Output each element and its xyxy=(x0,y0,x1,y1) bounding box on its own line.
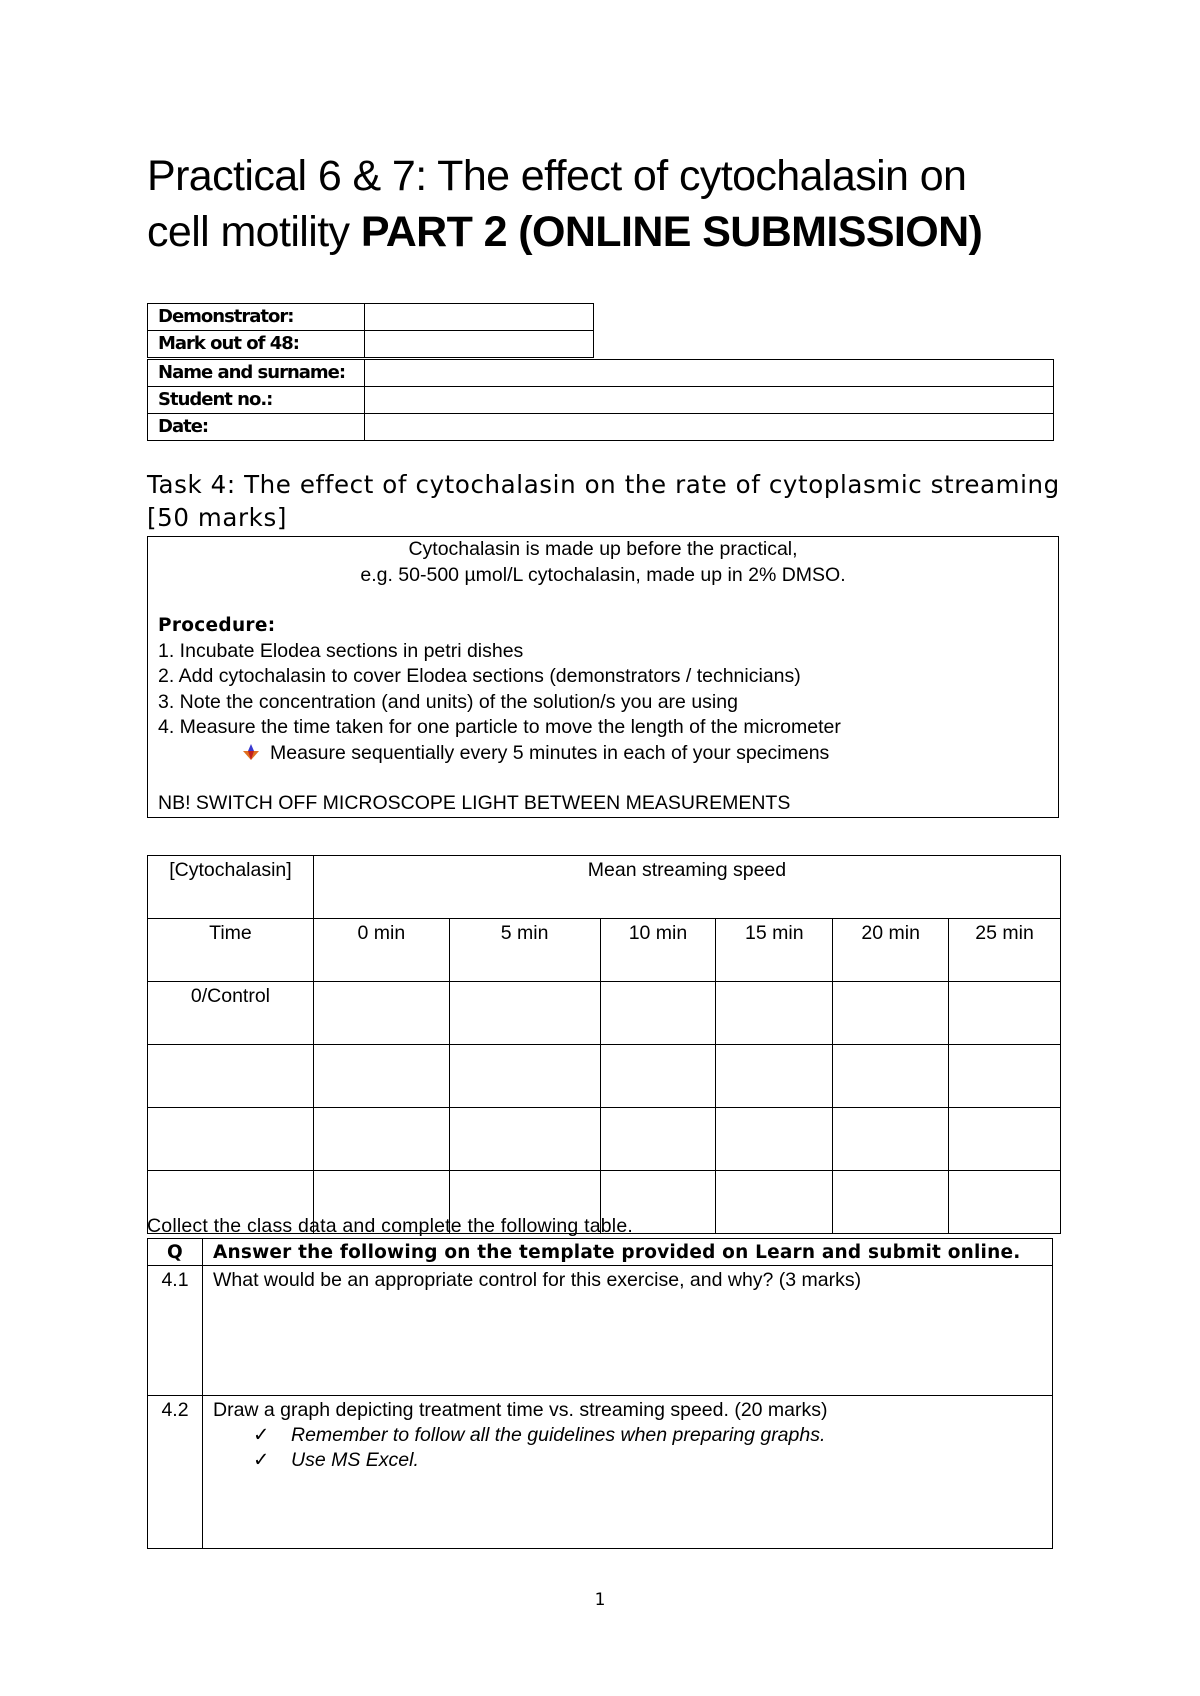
questions-table xyxy=(147,1238,1053,1549)
time-header: 0 min xyxy=(313,919,449,982)
page-number: 1 xyxy=(594,1590,606,1610)
data-cell[interactable] xyxy=(600,982,716,1045)
title-line-2 xyxy=(147,204,1087,260)
data-cell[interactable] xyxy=(600,1108,716,1171)
time-header: 10 min xyxy=(600,919,716,982)
data-cell[interactable] xyxy=(716,1045,833,1108)
info-table-demonstrator xyxy=(147,303,594,358)
mark-field[interactable] xyxy=(365,331,594,358)
table-header-row xyxy=(148,856,1061,919)
info-row-demonstrator xyxy=(148,304,594,331)
data-cell[interactable] xyxy=(833,1171,949,1234)
data-cell[interactable] xyxy=(949,982,1061,1045)
mark-label: Mark out of 48: xyxy=(148,331,365,358)
info-row-student-no xyxy=(148,387,1054,414)
intro-line-2: e.g. 50-500 µmol/L cytochalasin, made up in 2% DMSO. xyxy=(360,563,846,586)
questions-header-row xyxy=(148,1239,1053,1266)
date-label: Date: xyxy=(148,414,365,441)
arrow-bullet-icon xyxy=(242,743,260,761)
checkmark-icon: ✓ xyxy=(253,1449,270,1471)
data-cell[interactable] xyxy=(449,1045,600,1108)
concentration-cell[interactable] xyxy=(148,1045,314,1108)
time-header: 20 min xyxy=(833,919,949,982)
data-cell[interactable] xyxy=(313,982,449,1045)
title-part-label: PART 2 xyxy=(360,208,507,256)
title-line-1: Practical 6 & 7: The effect of cytochalasin on xyxy=(147,152,967,200)
question-1-text: What would be an appropriate control for this exercise, and why? (3 marks) xyxy=(213,1269,862,1291)
data-cell[interactable] xyxy=(949,1171,1061,1234)
data-cell[interactable] xyxy=(313,1108,449,1171)
concentration-cell[interactable] xyxy=(148,1108,314,1171)
instruction-header: Answer the following on the template provided on Learn and submit online. xyxy=(203,1239,1053,1266)
info-row-name xyxy=(148,360,1054,387)
name-label: Name and surname: xyxy=(148,360,365,387)
cytochalasin-header: [Cytochalasin] xyxy=(148,856,314,919)
demonstrator-label: Demonstrator: xyxy=(148,304,365,331)
procedure-step: 3. Note the concentration (and units) of the solution/s you are using xyxy=(158,690,738,713)
info-row-mark xyxy=(148,331,594,358)
data-cell[interactable] xyxy=(313,1045,449,1108)
question-row xyxy=(148,1266,1053,1396)
demonstrator-field[interactable] xyxy=(365,304,594,331)
title-plain-part: cell motility xyxy=(147,208,361,256)
spacer xyxy=(158,766,1048,791)
name-field[interactable] xyxy=(365,360,1054,387)
info-row-date xyxy=(148,414,1054,441)
time-label: Time xyxy=(148,919,314,982)
procedure-substep xyxy=(158,741,1048,767)
data-cell[interactable] xyxy=(716,982,833,1045)
question-text xyxy=(203,1396,1053,1549)
question-row xyxy=(148,1396,1053,1549)
table-row xyxy=(148,1045,1061,1108)
substep-text: Measure sequentially every 5 minutes in each of your specimens xyxy=(270,741,830,764)
table-row xyxy=(148,982,1061,1045)
data-cell[interactable] xyxy=(949,1045,1061,1108)
procedure-note: NB! SWITCH OFF MICROSCOPE LIGHT BETWEEN MEASUREMENTS xyxy=(158,792,791,814)
data-cell[interactable] xyxy=(833,982,949,1045)
data-cell[interactable] xyxy=(449,982,600,1045)
task-heading: Task 4: The effect of cytochalasin on the rate of cytoplasmic streaming [50 marks] xyxy=(147,470,1060,532)
checkmark-icon: ✓ xyxy=(253,1424,270,1446)
question-text xyxy=(203,1266,1053,1396)
checklist-text: Remember to follow all the guidelines when preparing graphs. xyxy=(291,1424,826,1446)
time-row xyxy=(148,919,1061,982)
mean-speed-header: Mean streaming speed xyxy=(313,856,1060,919)
table-caption: Collect the class data and complete the following table. xyxy=(147,1215,633,1237)
info-table-student xyxy=(147,359,1054,441)
table-row xyxy=(148,1108,1061,1171)
intro-line-1: Cytochalasin is made up before the practical, xyxy=(408,538,798,560)
procedure-step: 2. Add cytochalasin to cover Elodea sections (demonstrators / technicians) xyxy=(158,665,801,687)
data-cell[interactable] xyxy=(833,1045,949,1108)
question-number: 4.1 xyxy=(148,1266,203,1396)
data-cell[interactable] xyxy=(449,1108,600,1171)
title-submission-label: (ONLINE SUBMISSION) xyxy=(506,208,983,256)
checklist-item xyxy=(213,1448,1042,1473)
checklist-item xyxy=(213,1423,1042,1448)
checklist-text: Use MS Excel. xyxy=(291,1449,419,1471)
control-label: 0/Control xyxy=(148,982,314,1045)
procedure-step: 1. Incubate Elodea sections in petri dishes xyxy=(158,639,524,662)
date-field[interactable] xyxy=(365,414,1054,441)
data-cell[interactable] xyxy=(600,1045,716,1108)
procedure-step: 4. Measure the time taken for one particle to move the length of the micrometer xyxy=(158,716,841,738)
data-cell[interactable] xyxy=(716,1171,833,1234)
data-cell[interactable] xyxy=(949,1108,1061,1171)
student-no-field[interactable] xyxy=(365,387,1054,414)
question-number: 4.2 xyxy=(148,1396,203,1549)
data-cell[interactable] xyxy=(716,1108,833,1171)
q-header: Q xyxy=(148,1239,203,1266)
time-header: 15 min xyxy=(716,919,833,982)
time-header: 25 min xyxy=(949,919,1061,982)
student-no-label: Student no.: xyxy=(148,387,365,414)
procedure-box xyxy=(147,536,1059,818)
question-2-text: Draw a graph depicting treatment time vs. streaming speed. (20 marks) xyxy=(213,1399,828,1421)
spacer xyxy=(158,588,1048,613)
procedure-label: Procedure: xyxy=(158,615,276,636)
time-header: 5 min xyxy=(449,919,600,982)
data-cell[interactable] xyxy=(833,1108,949,1171)
page-title xyxy=(147,148,1087,260)
streaming-speed-table xyxy=(147,855,1061,1234)
